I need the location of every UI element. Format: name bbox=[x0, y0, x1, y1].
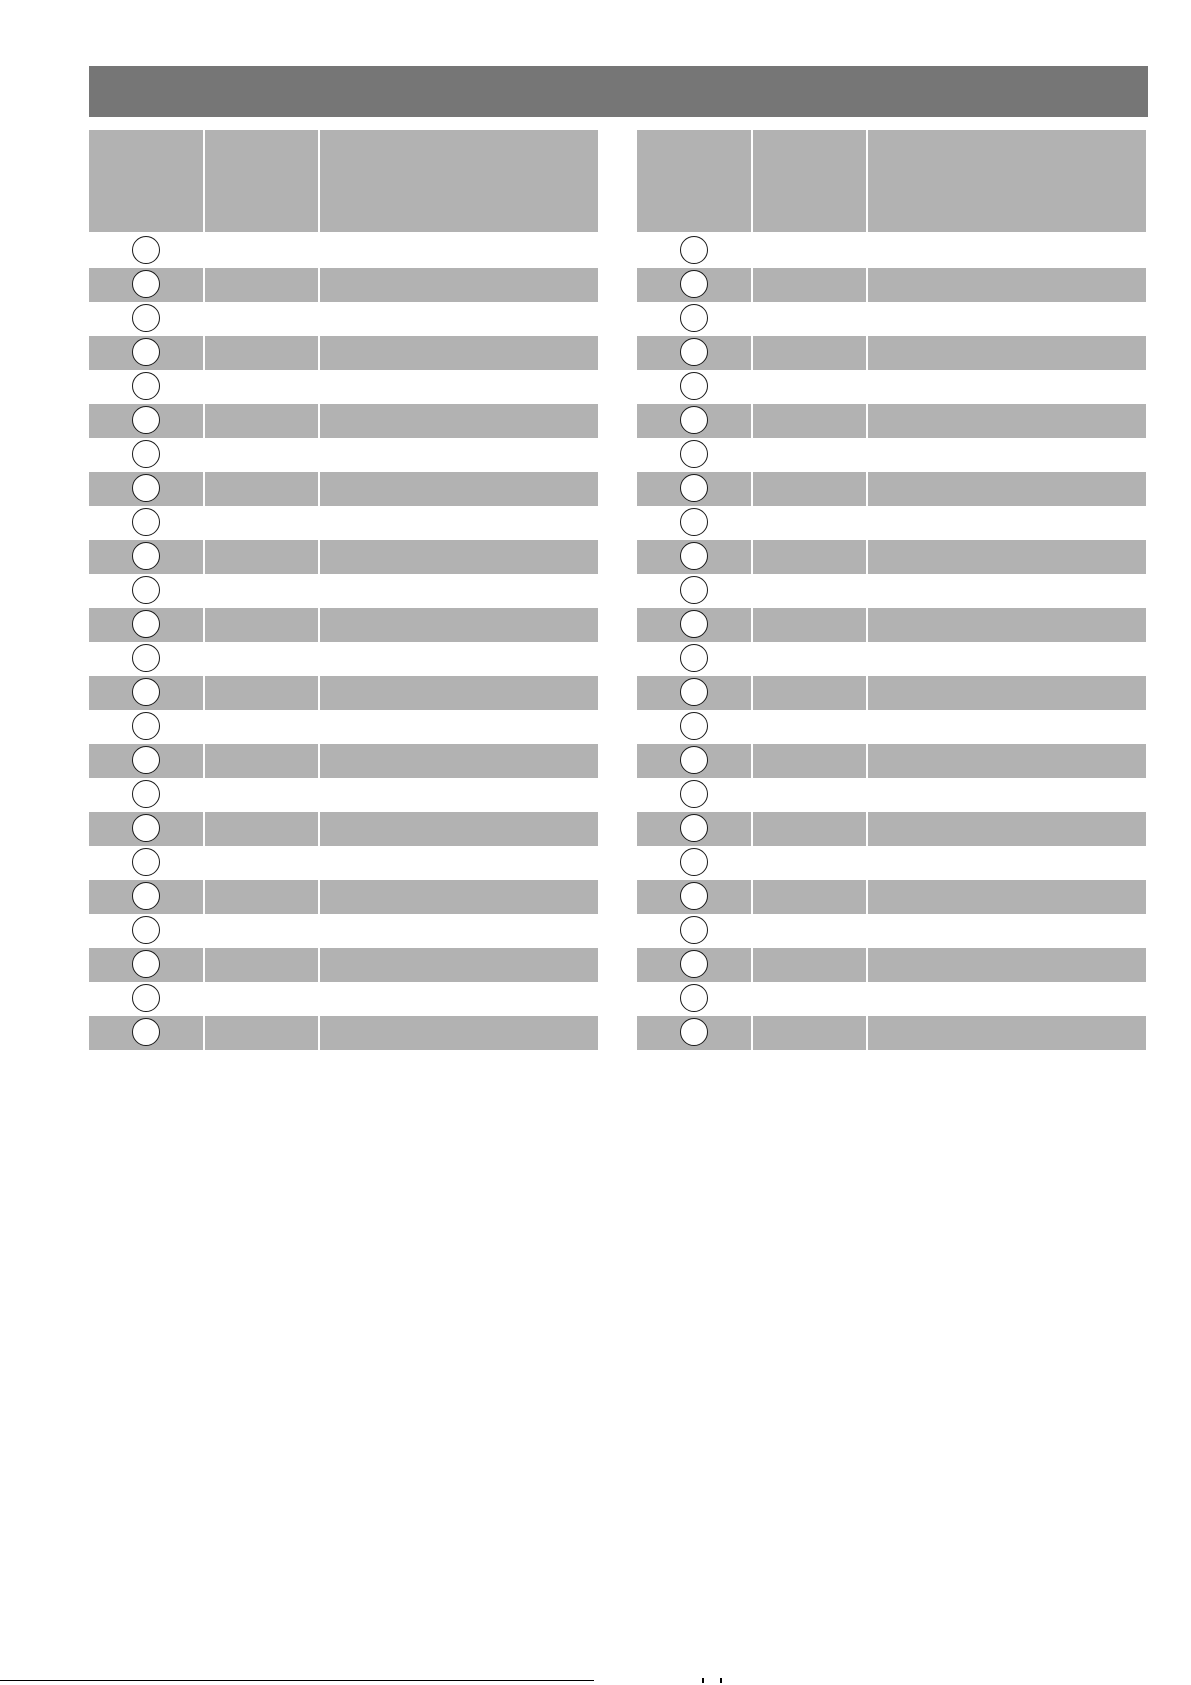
table-cell-3 bbox=[868, 778, 1146, 812]
footer-marks bbox=[700, 1678, 730, 1684]
table-cell-3 bbox=[320, 744, 598, 778]
table-cell-1 bbox=[89, 642, 203, 676]
table-cell-1 bbox=[637, 438, 751, 472]
table-row bbox=[89, 608, 598, 642]
table-cell-3 bbox=[868, 846, 1146, 880]
header-cell-1 bbox=[89, 130, 203, 232]
table-cell-3 bbox=[868, 948, 1146, 982]
table-row bbox=[637, 642, 1146, 676]
table-cell-3 bbox=[320, 472, 598, 506]
table-cell-3 bbox=[320, 982, 598, 1016]
circle-marker-icon bbox=[680, 950, 708, 978]
circle-marker-icon bbox=[680, 780, 708, 808]
table-row bbox=[89, 846, 598, 880]
table-cell-2 bbox=[205, 846, 318, 880]
table-cell-3 bbox=[320, 336, 598, 370]
table-row bbox=[89, 778, 598, 812]
table-cell-3 bbox=[868, 234, 1146, 268]
table-row bbox=[637, 710, 1146, 744]
table-cell-3 bbox=[868, 540, 1146, 574]
table-cell-2 bbox=[205, 438, 318, 472]
table-cell-2 bbox=[205, 948, 318, 982]
table-cell-2 bbox=[753, 676, 866, 710]
table-cell-1 bbox=[89, 846, 203, 880]
circle-marker-icon bbox=[132, 610, 160, 638]
table-cell-2 bbox=[753, 710, 866, 744]
table-row bbox=[637, 438, 1146, 472]
circle-marker-icon bbox=[680, 984, 708, 1012]
table-row bbox=[89, 676, 598, 710]
table-cell-1 bbox=[89, 744, 203, 778]
table-cell-2 bbox=[753, 778, 866, 812]
table-cell-1 bbox=[89, 404, 203, 438]
table-cell-1 bbox=[89, 880, 203, 914]
table-cell-3 bbox=[320, 506, 598, 540]
table-cell-1 bbox=[89, 710, 203, 744]
table-cell-3 bbox=[868, 404, 1146, 438]
table-cell-3 bbox=[320, 846, 598, 880]
table-cell-1 bbox=[89, 268, 203, 302]
table-cell-1 bbox=[637, 812, 751, 846]
table-cell-3 bbox=[320, 302, 598, 336]
table-cell-2 bbox=[205, 642, 318, 676]
table-cell-3 bbox=[320, 608, 598, 642]
table-cell-1 bbox=[637, 506, 751, 540]
table-row bbox=[637, 506, 1146, 540]
circle-marker-icon bbox=[680, 270, 708, 298]
table-cell-1 bbox=[637, 710, 751, 744]
table-cell-3 bbox=[320, 234, 598, 268]
table-cell-1 bbox=[637, 1016, 751, 1050]
table-row bbox=[89, 472, 598, 506]
circle-marker-icon bbox=[680, 236, 708, 264]
table-row bbox=[637, 914, 1146, 948]
circle-marker-icon bbox=[680, 440, 708, 468]
table-cell-3 bbox=[868, 438, 1146, 472]
table-cell-3 bbox=[868, 812, 1146, 846]
table-cell-1 bbox=[89, 812, 203, 846]
header-cell-1 bbox=[637, 130, 751, 232]
table-row bbox=[637, 982, 1146, 1016]
table-cell-2 bbox=[753, 744, 866, 778]
table-cell-3 bbox=[320, 778, 598, 812]
table-cell-2 bbox=[205, 234, 318, 268]
table-cell-1 bbox=[89, 948, 203, 982]
table-cell-1 bbox=[89, 370, 203, 404]
table-row bbox=[637, 540, 1146, 574]
table-cell-1 bbox=[637, 676, 751, 710]
table-cell-3 bbox=[320, 404, 598, 438]
table-row bbox=[637, 880, 1146, 914]
table-cell-2 bbox=[205, 472, 318, 506]
header-cell-3 bbox=[320, 130, 598, 232]
circle-marker-icon bbox=[132, 712, 160, 740]
table-row bbox=[89, 302, 598, 336]
table-cell-3 bbox=[868, 574, 1146, 608]
table-cell-3 bbox=[868, 880, 1146, 914]
table-row bbox=[89, 336, 598, 370]
table-cell-1 bbox=[89, 234, 203, 268]
header-cell-3 bbox=[868, 130, 1146, 232]
table-cell-2 bbox=[205, 302, 318, 336]
table-cell-3 bbox=[868, 608, 1146, 642]
table-row bbox=[89, 404, 598, 438]
table-cell-1 bbox=[637, 744, 751, 778]
table-cell-3 bbox=[868, 642, 1146, 676]
table-cell-2 bbox=[205, 1016, 318, 1050]
table-cell-1 bbox=[89, 574, 203, 608]
table-cell-2 bbox=[753, 404, 866, 438]
circle-marker-icon bbox=[132, 372, 160, 400]
circle-marker-icon bbox=[132, 406, 160, 434]
table-row bbox=[637, 404, 1146, 438]
table-cell-2 bbox=[753, 268, 866, 302]
circle-marker-icon bbox=[680, 610, 708, 638]
table-cell-3 bbox=[320, 914, 598, 948]
table-cell-1 bbox=[637, 268, 751, 302]
circle-marker-icon bbox=[132, 644, 160, 672]
table-cell-3 bbox=[320, 642, 598, 676]
table-cell-2 bbox=[753, 574, 866, 608]
circle-marker-icon bbox=[132, 678, 160, 706]
table-row bbox=[637, 1016, 1146, 1050]
table-cell-2 bbox=[753, 846, 866, 880]
table-cell-2 bbox=[205, 574, 318, 608]
table-cell-1 bbox=[89, 438, 203, 472]
circle-marker-icon bbox=[680, 576, 708, 604]
table-cell-3 bbox=[320, 574, 598, 608]
table-cell-2 bbox=[753, 812, 866, 846]
table-row bbox=[89, 268, 598, 302]
table-cell-2 bbox=[205, 812, 318, 846]
table-cell-1 bbox=[637, 880, 751, 914]
table-cell-1 bbox=[637, 336, 751, 370]
table-cell-2 bbox=[753, 506, 866, 540]
table-cell-2 bbox=[205, 506, 318, 540]
table-cell-1 bbox=[89, 676, 203, 710]
table-cell-1 bbox=[637, 982, 751, 1016]
table-cell-3 bbox=[320, 268, 598, 302]
table-cell-2 bbox=[753, 438, 866, 472]
table-cell-1 bbox=[637, 302, 751, 336]
table-cell-1 bbox=[89, 982, 203, 1016]
table-row bbox=[89, 982, 598, 1016]
table-cell-2 bbox=[753, 370, 866, 404]
table-cell-2 bbox=[753, 642, 866, 676]
table-cell-2 bbox=[753, 472, 866, 506]
table-cell-3 bbox=[868, 982, 1146, 1016]
table-cell-1 bbox=[89, 506, 203, 540]
table-row bbox=[89, 812, 598, 846]
table-cell-1 bbox=[89, 778, 203, 812]
table-cell-1 bbox=[637, 540, 751, 574]
circle-marker-icon bbox=[680, 372, 708, 400]
circle-marker-icon bbox=[680, 916, 708, 944]
circle-marker-icon bbox=[680, 644, 708, 672]
table-row bbox=[637, 472, 1146, 506]
circle-marker-icon bbox=[680, 542, 708, 570]
circle-marker-icon bbox=[680, 712, 708, 740]
table-row bbox=[637, 574, 1146, 608]
table-row bbox=[637, 744, 1146, 778]
table-row bbox=[637, 302, 1146, 336]
table-cell-2 bbox=[753, 234, 866, 268]
circle-marker-icon bbox=[132, 576, 160, 604]
table-cell-2 bbox=[753, 608, 866, 642]
table-cell-3 bbox=[868, 370, 1146, 404]
table-cell-1 bbox=[89, 472, 203, 506]
circle-marker-icon bbox=[680, 474, 708, 502]
table-cell-3 bbox=[320, 812, 598, 846]
table-cell-3 bbox=[320, 370, 598, 404]
table-cell-2 bbox=[205, 880, 318, 914]
table-cell-2 bbox=[753, 914, 866, 948]
table-row bbox=[637, 846, 1146, 880]
table-row bbox=[637, 268, 1146, 302]
table-row bbox=[637, 234, 1146, 268]
table-cell-1 bbox=[637, 234, 751, 268]
table-row bbox=[89, 540, 598, 574]
table-row bbox=[89, 506, 598, 540]
table-cell-2 bbox=[753, 948, 866, 982]
table-cell-1 bbox=[637, 472, 751, 506]
table-row bbox=[637, 608, 1146, 642]
table-row bbox=[89, 948, 598, 982]
table-cell-2 bbox=[205, 710, 318, 744]
table-cell-3 bbox=[868, 506, 1146, 540]
circle-marker-icon bbox=[132, 508, 160, 536]
table-cell-2 bbox=[753, 880, 866, 914]
header-cell-2 bbox=[753, 130, 866, 232]
circle-marker-icon bbox=[132, 780, 160, 808]
table-cell-3 bbox=[320, 948, 598, 982]
table-row bbox=[89, 642, 598, 676]
table-cell-2 bbox=[753, 1016, 866, 1050]
table-cell-1 bbox=[637, 914, 751, 948]
table-cell-1 bbox=[89, 914, 203, 948]
table-row bbox=[637, 812, 1146, 846]
table-row bbox=[89, 880, 598, 914]
table-cell-3 bbox=[320, 710, 598, 744]
table-cell-1 bbox=[89, 336, 203, 370]
circle-marker-icon bbox=[132, 542, 160, 570]
table-cell-1 bbox=[89, 540, 203, 574]
table-cell-3 bbox=[868, 1016, 1146, 1050]
table-right bbox=[637, 130, 1146, 1050]
table-cell-3 bbox=[320, 540, 598, 574]
table-row bbox=[89, 710, 598, 744]
circle-marker-icon bbox=[132, 916, 160, 944]
table-cell-2 bbox=[205, 404, 318, 438]
table-row bbox=[89, 744, 598, 778]
table-row bbox=[89, 370, 598, 404]
circle-marker-icon bbox=[680, 848, 708, 876]
table-cell-1 bbox=[637, 642, 751, 676]
table-header-row bbox=[637, 130, 1146, 232]
circle-marker-icon bbox=[132, 236, 160, 264]
table-row bbox=[89, 1016, 598, 1050]
table-cell-1 bbox=[637, 574, 751, 608]
footer-rule bbox=[0, 1680, 594, 1681]
table-cell-3 bbox=[868, 472, 1146, 506]
table-cell-2 bbox=[205, 744, 318, 778]
circle-marker-icon bbox=[132, 882, 160, 910]
table-row bbox=[89, 914, 598, 948]
circle-marker-icon bbox=[132, 440, 160, 468]
table-cell-1 bbox=[637, 370, 751, 404]
table-cell-1 bbox=[89, 608, 203, 642]
table-cell-2 bbox=[205, 778, 318, 812]
table-row bbox=[637, 778, 1146, 812]
table-left bbox=[89, 130, 598, 1050]
table-cell-3 bbox=[320, 676, 598, 710]
circle-marker-icon bbox=[132, 984, 160, 1012]
table-cell-3 bbox=[320, 1016, 598, 1050]
table-cell-2 bbox=[205, 914, 318, 948]
circle-marker-icon bbox=[132, 814, 160, 842]
table-cell-2 bbox=[205, 370, 318, 404]
circle-marker-icon bbox=[680, 814, 708, 842]
table-cell-1 bbox=[637, 948, 751, 982]
table-row bbox=[637, 676, 1146, 710]
table-cell-2 bbox=[205, 336, 318, 370]
table-cell-1 bbox=[89, 1016, 203, 1050]
table-row bbox=[637, 336, 1146, 370]
table-row bbox=[89, 234, 598, 268]
table-row bbox=[637, 370, 1146, 404]
table-cell-2 bbox=[205, 540, 318, 574]
table-cell-1 bbox=[89, 302, 203, 336]
circle-marker-icon bbox=[680, 304, 708, 332]
table-cell-3 bbox=[868, 744, 1146, 778]
table-cell-3 bbox=[868, 914, 1146, 948]
table-cell-1 bbox=[637, 846, 751, 880]
table-cell-1 bbox=[637, 404, 751, 438]
circle-marker-icon bbox=[680, 1018, 708, 1046]
table-row bbox=[89, 574, 598, 608]
circle-marker-icon bbox=[132, 746, 160, 774]
circle-marker-icon bbox=[132, 270, 160, 298]
table-cell-3 bbox=[320, 880, 598, 914]
circle-marker-icon bbox=[132, 950, 160, 978]
table-rows bbox=[89, 234, 598, 1050]
circle-marker-icon bbox=[680, 406, 708, 434]
circle-marker-icon bbox=[132, 338, 160, 366]
table-cell-1 bbox=[637, 608, 751, 642]
header-cell-2 bbox=[205, 130, 318, 232]
table-cell-3 bbox=[868, 710, 1146, 744]
table-cell-3 bbox=[868, 268, 1146, 302]
table-header-row bbox=[89, 130, 598, 232]
circle-marker-icon bbox=[680, 508, 708, 536]
circle-marker-icon bbox=[132, 1018, 160, 1046]
table-rows bbox=[637, 234, 1146, 1050]
table-cell-2 bbox=[753, 540, 866, 574]
circle-marker-icon bbox=[680, 338, 708, 366]
table-row bbox=[637, 948, 1146, 982]
table-cell-1 bbox=[637, 778, 751, 812]
table-row bbox=[89, 438, 598, 472]
table-cell-2 bbox=[205, 268, 318, 302]
circle-marker-icon bbox=[132, 474, 160, 502]
table-cell-3 bbox=[320, 438, 598, 472]
table-cell-2 bbox=[205, 608, 318, 642]
circle-marker-icon bbox=[680, 678, 708, 706]
table-cell-3 bbox=[868, 336, 1146, 370]
circle-marker-icon bbox=[680, 882, 708, 910]
title-bar bbox=[89, 66, 1148, 117]
circle-marker-icon bbox=[132, 304, 160, 332]
circle-marker-icon bbox=[132, 848, 160, 876]
table-cell-2 bbox=[753, 982, 866, 1016]
table-cell-2 bbox=[753, 336, 866, 370]
table-cell-2 bbox=[753, 302, 866, 336]
table-cell-2 bbox=[205, 982, 318, 1016]
table-cell-3 bbox=[868, 302, 1146, 336]
table-cell-2 bbox=[205, 676, 318, 710]
circle-marker-icon bbox=[680, 746, 708, 774]
table-cell-3 bbox=[868, 676, 1146, 710]
